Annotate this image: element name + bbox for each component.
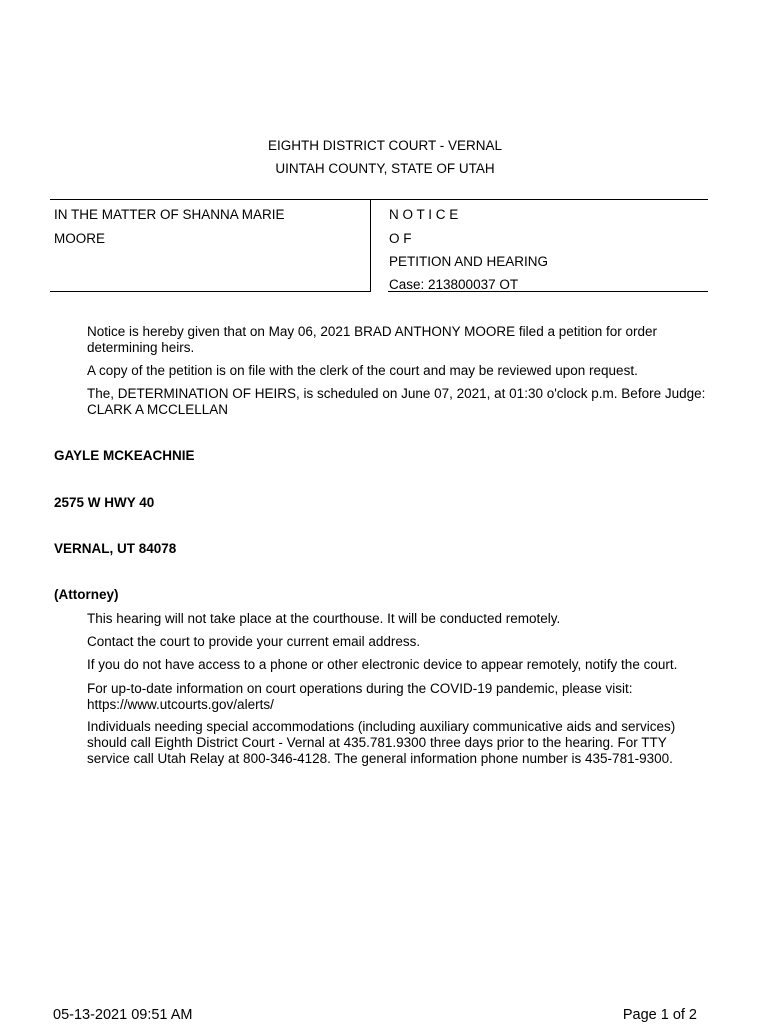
caption-divider — [370, 199, 371, 292]
covid-notice: For up-to-date information on court operations during the COVID-19 pandemic, please visit: https://www.utcourts.gov/alerts/ — [87, 681, 633, 712]
caption-top-rule — [50, 199, 708, 200]
notice-title-1: N O T I C E — [389, 207, 459, 222]
matter-line-2: MOORE — [54, 231, 106, 246]
email-notice: Contact the court to provide your current email address. — [87, 634, 421, 649]
attorney-street: 2575 W HWY 40 — [54, 495, 155, 510]
accommodations-notice: Individuals needing special accommodations (including auxiliary communicative aids and services) should call Eighth District Court - Vernal at 435.781.9300 three days prior to the hearing. For TTY service call Utah Relay at 800-346-4128. The general information phone number is 435-781-9300. — [87, 719, 676, 766]
caption-bottom-rule-left — [50, 291, 370, 292]
attorney-city: VERNAL, UT 84078 — [54, 541, 177, 556]
petition-copy-paragraph: A copy of the petition is on file with the clerk of the court and may be reviewed upon request. — [87, 363, 638, 378]
petition-notice-paragraph: Notice is hereby given that on May 06, 2021 BRAD ANTHONY MOORE filed a petition for order determining heirs. — [87, 324, 658, 355]
attorney-name: GAYLE MCKEACHNIE — [54, 448, 195, 463]
footer-timestamp: 05-13-2021 09:51 AM — [53, 1007, 193, 1023]
notice-title-2: O F — [389, 231, 412, 246]
court-county: UINTAH COUNTY, STATE OF UTAH — [275, 161, 495, 176]
court-name: EIGHTH DISTRICT COURT - VERNAL — [267, 138, 503, 153]
remote-hearing-notice: This hearing will not take place at the courthouse. It will be conducted remotely. — [87, 611, 561, 626]
matter-line-1: IN THE MATTER OF SHANNA MARIE — [54, 207, 285, 222]
footer-page-number: Page 1 of 2 — [622, 1007, 697, 1023]
notice-title-3: PETITION AND HEARING — [389, 254, 549, 269]
device-notice: If you do not have access to a phone or other electronic device to appear remotely, notify the court. — [87, 657, 678, 672]
hearing-schedule-paragraph: The, DETERMINATION OF HEIRS, is scheduled on June 07, 2021, at 01:30 o'clock p.m. Before Judge: CLARK A MCCLELLAN — [87, 386, 706, 417]
case-number: Case: 213800037 OT — [389, 277, 519, 292]
attorney-label: (Attorney) — [54, 587, 119, 602]
